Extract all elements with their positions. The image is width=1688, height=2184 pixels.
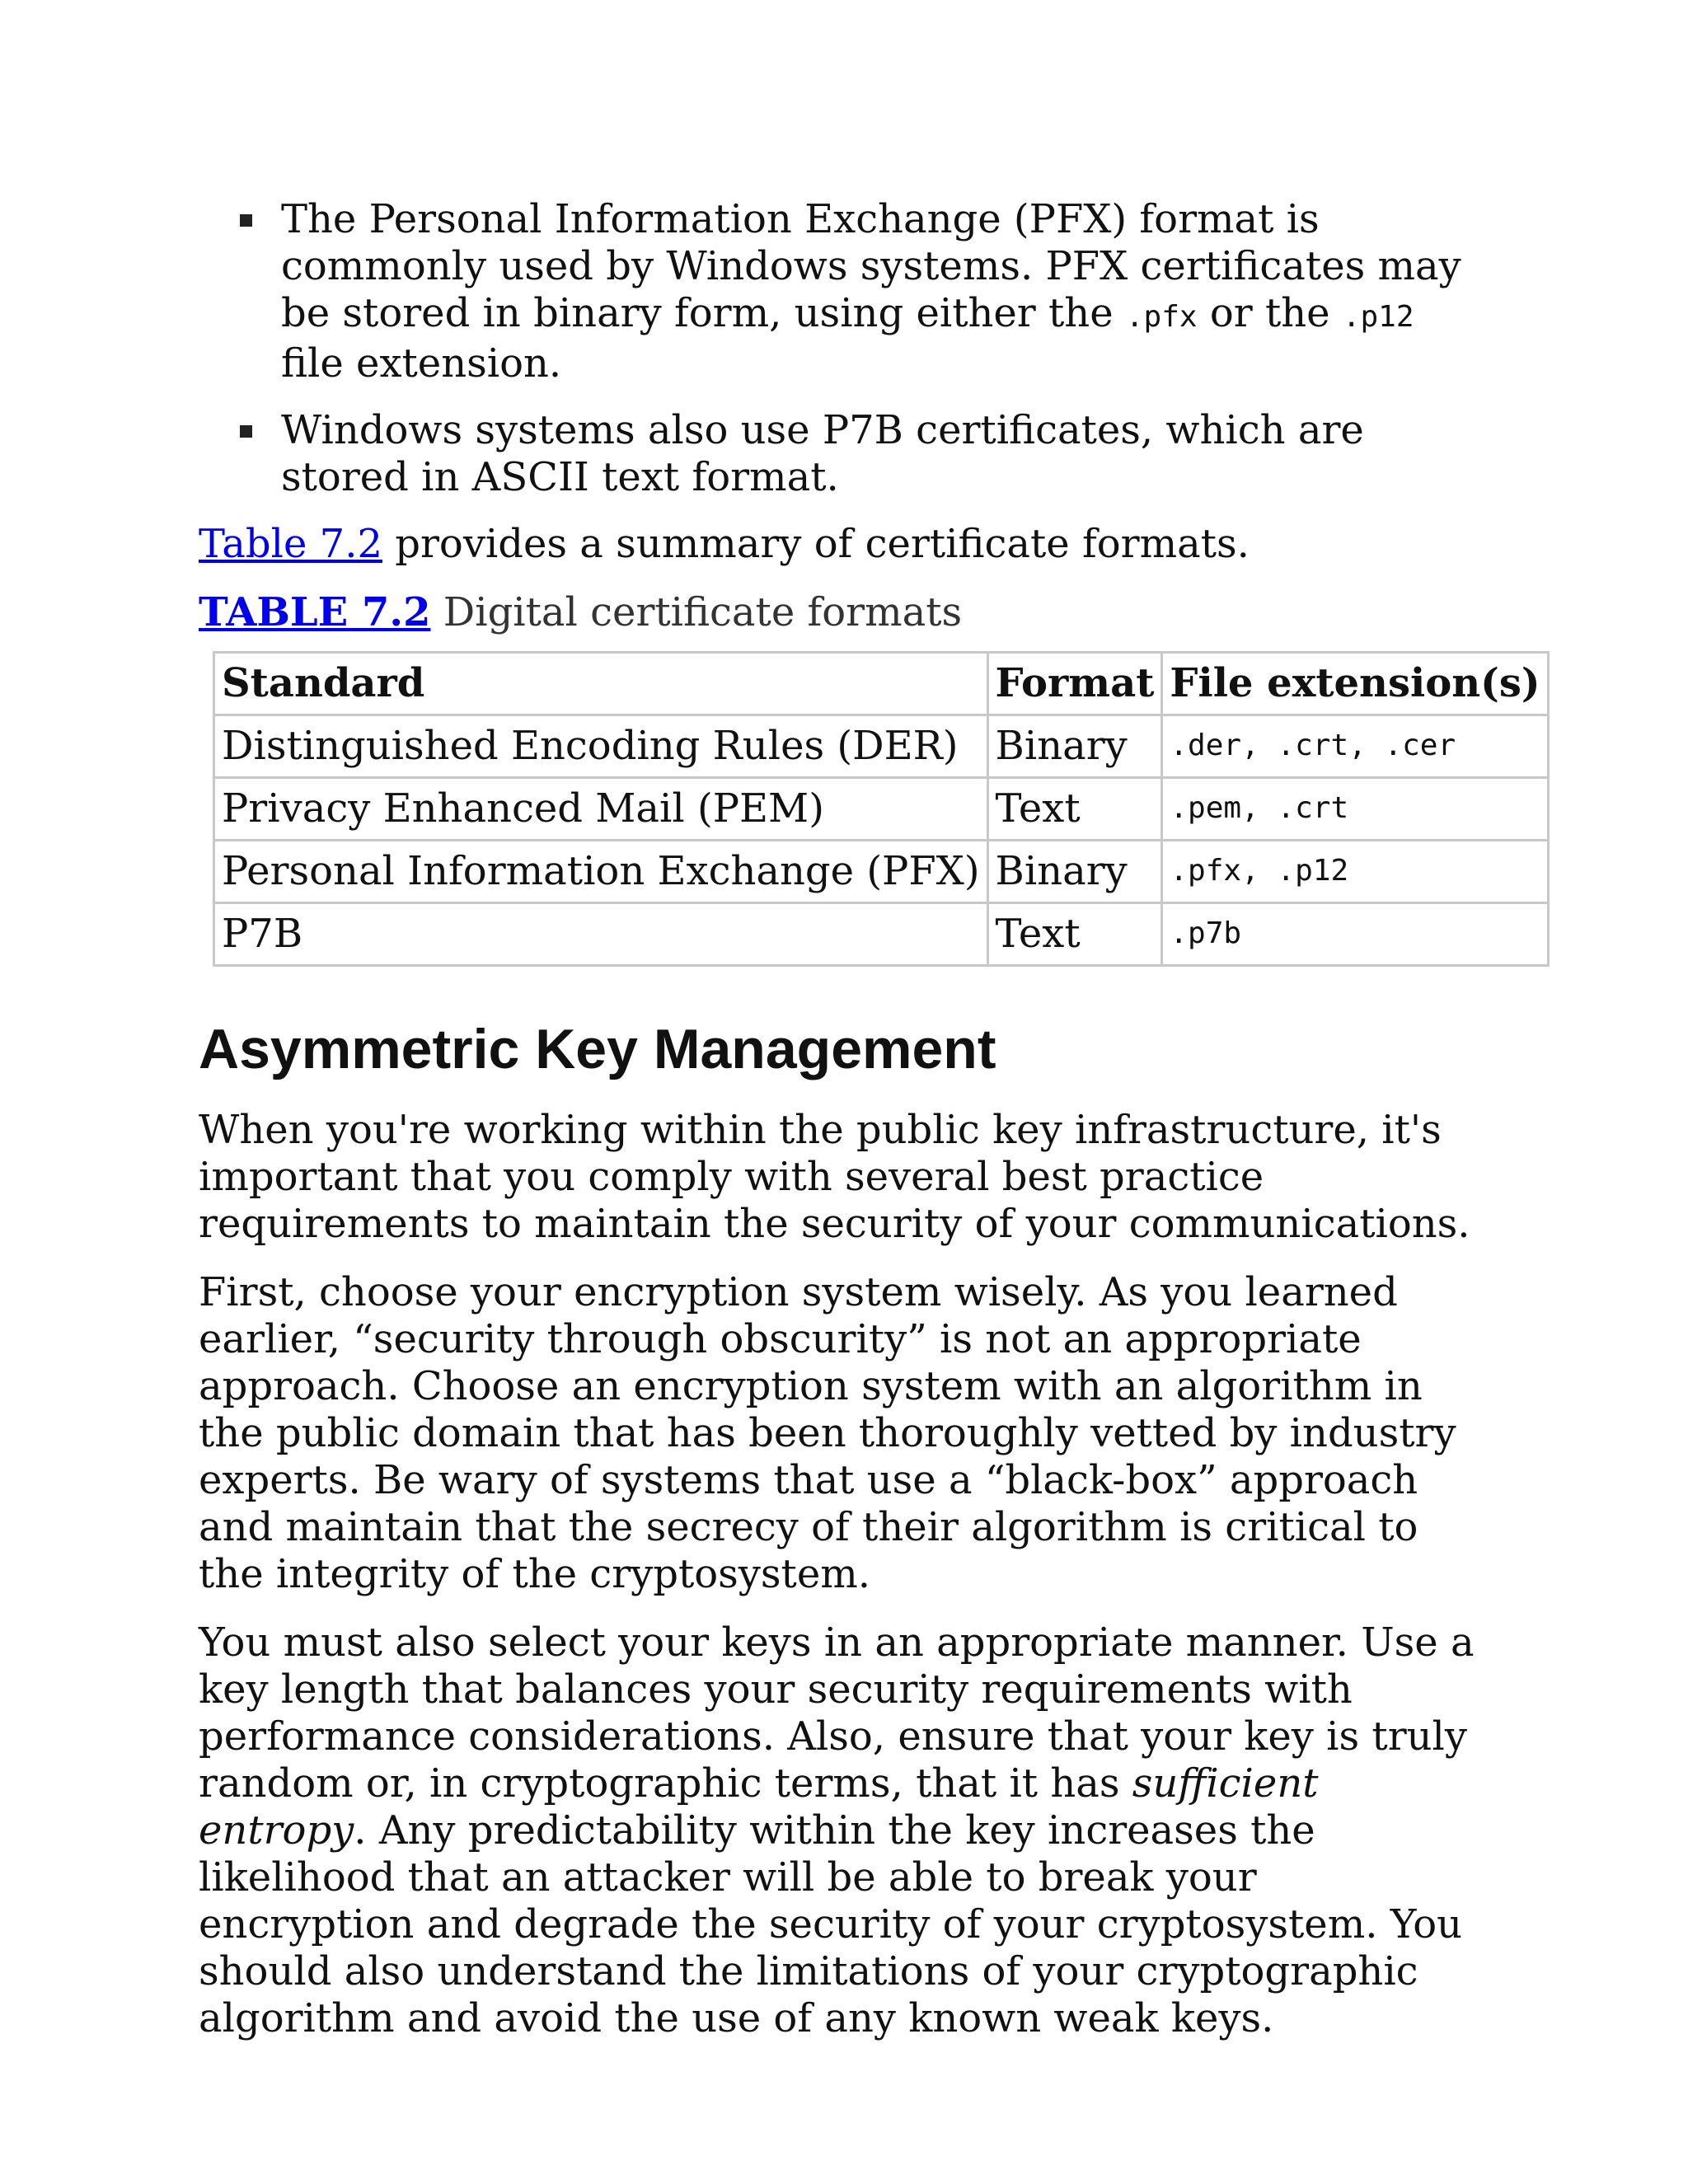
cell-format: Binary [987,841,1162,903]
cell-format: Text [987,778,1162,841]
table-row [214,903,1549,966]
column-header-extensions: File extension(s) [1162,653,1548,715]
summary-text: provides a summary of certificate formats. [382,521,1250,567]
cell-format: Text [987,903,1162,966]
list-item [281,196,1484,387]
section-heading: Asymmetric Key Management [199,1018,996,1080]
paragraph-key-selection [199,1619,1484,2042]
table-row [214,841,1549,903]
bullet-text: Windows systems also use P7B certificates, which are stored in ASCII text format. [281,407,1364,500]
bullet-text: The Personal Information Exchange (PFX) format is commonly used by Windows systems. PFX certificates may be stored in binary form, using either the [281,196,1461,336]
column-header-format: Format [987,653,1162,715]
paragraph-encryption-system: First, choose your encryption system wisely. As you learned earlier, “security through obscurity” is not an appropriate approach. Choose an encryption system with an algorithm in the public domain that has been thoroughly vetted by industry experts. Be wary of systems that use a “black-box” approach and maintain that the secrecy of their algorithm is critical to the integrity of the cryptosystem. [199,1269,1456,1597]
bullet-list [199,196,1484,501]
table-caption [199,589,1484,636]
cell-standard: Personal Information Exchange (PFX) [214,841,988,903]
cell-standard: P7B [214,903,988,966]
bullet-text: or the [1197,290,1343,336]
column-header-standard: Standard [214,653,988,715]
summary-paragraph [199,521,1484,568]
emphasis-text: sufficient entropy [199,1760,1319,1854]
cell-extensions: .pfx, .p12 [1162,841,1548,903]
table-row [214,778,1549,841]
table-caption-link[interactable]: TABLE 7.2 [199,589,431,635]
cell-format: Binary [987,715,1162,778]
cell-extensions: .pem, .crt [1162,778,1548,841]
caption-text: Digital certificate formats [430,589,963,635]
certificate-formats-table [213,651,1550,967]
code-p12: .p12 [1342,300,1414,334]
table-header-row [214,653,1549,715]
cell-standard: Privacy Enhanced Mail (PEM) [214,778,988,841]
cell-extensions: .der, .crt, .cer [1162,715,1548,778]
bullet-text: file extension. [281,340,562,387]
table-link[interactable]: Table 7.2 [199,521,382,567]
code-pfx: .pfx [1125,300,1198,334]
cell-extensions: .p7b [1162,903,1548,966]
square-bullet-icon [240,425,252,438]
table-row [214,715,1549,778]
list-item [281,407,1484,501]
paragraph-intro: When you're working within the public key infrastructure, it's important that you comply with several best practice requirements to maintain the security of your communications. [199,1107,1470,1247]
square-bullet-icon [240,214,252,227]
paragraph-text: . Any predictability within the key increases the likelihood that an attacker will be able to break your encryption and degrade the security of your cryptosystem. You should also understand the limitations of your cryptographic algorithm and avoid the use of any known weak keys. [199,1807,1463,2041]
paragraph-text: You must also select your keys in an appropriate manner. Use a key length that balances your security requirements with performance considerations. Also, ensure that your key is truly random or, in cryptographic terms, that it has [199,1619,1475,1807]
cell-standard: Distinguished Encoding Rules (DER) [214,715,988,778]
document-page [199,196,1540,2064]
